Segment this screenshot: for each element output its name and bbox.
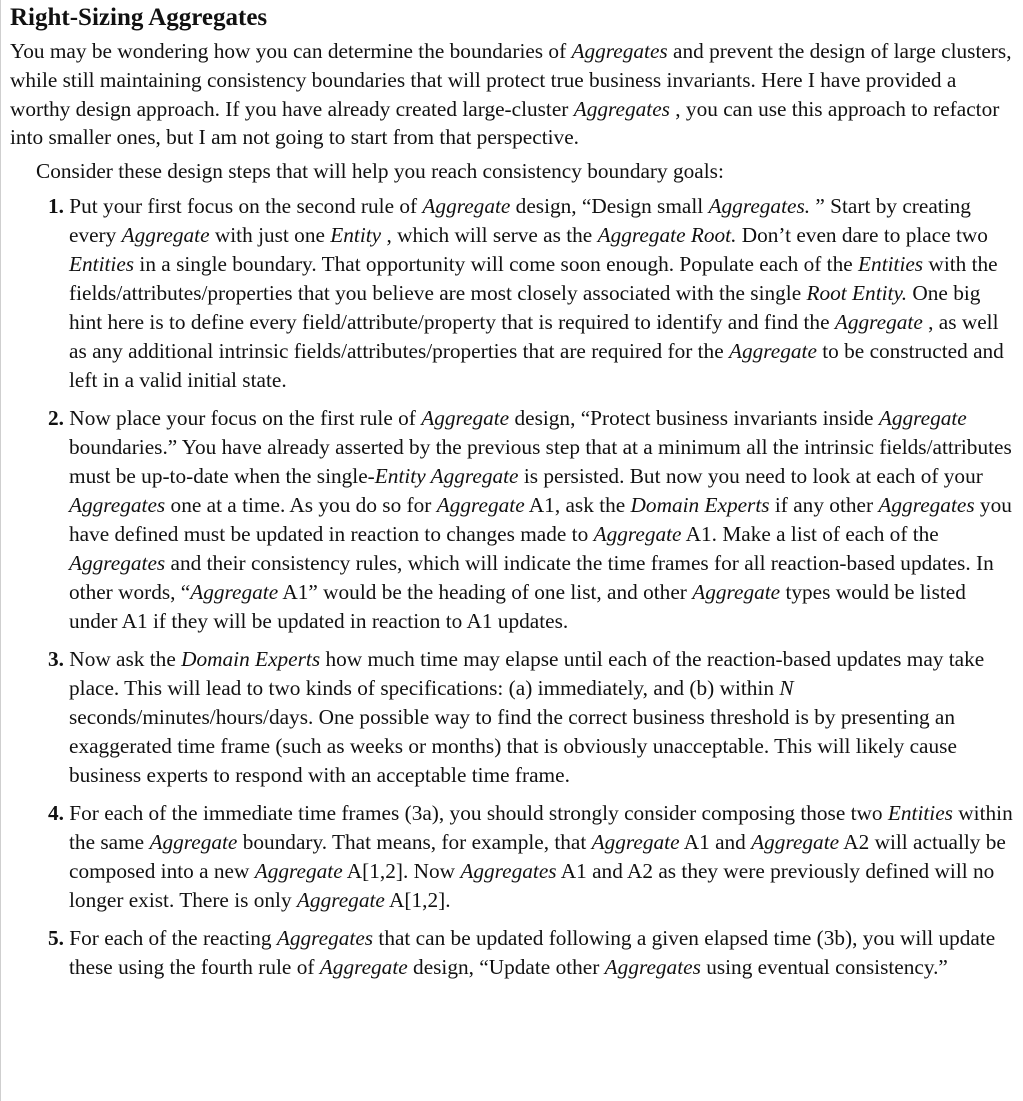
step-number: 1. <box>48 193 64 218</box>
design-step <box>10 924 1013 982</box>
italic-term: Aggregates <box>604 954 701 979</box>
text-run: , which will serve as the <box>381 222 598 247</box>
italic-term: Aggregate <box>149 829 238 854</box>
text-run: A1” would be the heading of one list, and other <box>278 579 693 604</box>
text-run: boundaries.” You have already asserted by the previous step that at a minimum all the intrinsic fields/attributes must be up-to-date when the single- <box>69 434 1012 488</box>
text-run: design, “Update other <box>407 954 605 979</box>
text-run: , as well as any additional intrinsic fields/attributes/properties that are required for the <box>69 309 999 363</box>
text-run: and their consistency rules, which will indicate the time frames for all reaction-based updates. In other words, “ <box>69 550 994 604</box>
section-title: Right-Sizing Aggregates <box>10 4 268 31</box>
text-run: A[1,2]. Now <box>342 858 461 883</box>
text-run: using eventual consistency.” <box>700 954 948 979</box>
italic-term: Entity <box>330 222 382 247</box>
text-run: A[1,2]. <box>384 887 451 912</box>
design-steps-list <box>10 192 1013 982</box>
text-run: Put your first focus on the second rule of <box>63 193 423 218</box>
text-run: if any other <box>769 492 879 517</box>
italic-term: Entities <box>887 800 953 825</box>
italic-term: Aggregates <box>571 39 668 63</box>
italic-term: Aggregate <box>319 954 408 979</box>
intro-paragraph <box>10 37 1013 152</box>
italic-term: Entities <box>69 251 135 276</box>
text-run: to be constructed and left in a valid initial state. <box>69 338 1004 392</box>
italic-term: Aggregates <box>69 492 166 517</box>
text-run: Now place your focus on the first rule of <box>63 405 422 430</box>
text-run: ” Start by creating every <box>69 193 971 247</box>
text-run: , you can use this approach to refactor into smaller ones, but I am not going to start from that perspective. <box>10 96 1000 150</box>
design-step <box>10 645 1013 790</box>
italic-term: Domain Experts <box>181 646 321 671</box>
italic-term: Aggregates. <box>708 193 811 218</box>
text-run: A1 and <box>679 829 752 854</box>
text-run: A1 and A2 as they were previously defined will no longer exist. There is only <box>69 858 995 912</box>
italic-term: Aggregate <box>190 579 279 604</box>
text-run: seconds/minutes/hours/days. One possible way to find the correct business threshold is by presenting an exaggerated time frame (such as weeks or months) that is obviously unacceptable. This will likely cause business experts to respond with an acceptable time frame. <box>69 704 957 787</box>
text-run: with just one <box>209 222 331 247</box>
design-step <box>10 799 1013 915</box>
step-number: 2. <box>48 405 64 430</box>
text-run: is persisted. But now you need to look at each of your <box>518 463 983 488</box>
text-run: within the same <box>69 800 1013 854</box>
lead-sentence: Consider these design steps that will help you reach consistency boundary goals: <box>36 159 724 184</box>
italic-term: Aggregate <box>593 521 682 546</box>
italic-term: Aggregate <box>692 579 781 604</box>
italic-term: Aggregate <box>296 887 385 912</box>
step-number: 4. <box>48 800 64 825</box>
italic-term: Aggregate <box>591 829 680 854</box>
italic-term: Aggregates <box>276 925 374 950</box>
italic-term: Aggregate <box>878 405 967 430</box>
text-run: one at a time. As you do so for <box>165 492 437 517</box>
italic-term: Aggregate <box>422 193 511 218</box>
italic-term: Aggregate <box>751 829 840 854</box>
italic-term: Aggregates <box>460 858 557 883</box>
italic-term: Domain Experts <box>630 492 770 517</box>
text-run: For each of the immediate time frames (3a), you should strongly consider composing those two <box>63 800 888 825</box>
text-run: types would be listed under A1 if they will be updated in reaction to A1 updates. <box>69 579 966 633</box>
italic-term: Aggregate <box>834 309 923 334</box>
italic-term: Aggregate <box>729 338 817 363</box>
italic-term: Entity Aggregate <box>374 463 519 488</box>
design-step <box>10 404 1013 636</box>
italic-term: Entities <box>858 251 924 276</box>
text-run: in a single boundary. That opportunity will come soon enough. Populate each of the <box>134 251 859 276</box>
italic-term: N <box>779 675 794 700</box>
text-run: how much time may elapse until each of the reaction-based updates may take place. This will lead to two kinds of specifications: (a) immediately, and (b) within <box>69 646 985 700</box>
text-run: design, “Protect business invariants inside <box>509 405 879 430</box>
text-run: that can be updated following a given elapsed time (3b), you will update these using the fourth rule of <box>69 925 996 979</box>
italic-term: Aggregate <box>436 492 525 517</box>
text-run: Now ask the <box>63 646 182 671</box>
text-run: You may be wondering how you can determine the boundaries of <box>10 39 572 63</box>
text-run: One big hint here is to define every field/attribute/property that is required to identify and find the <box>69 280 981 334</box>
text-run: and prevent the design of large clusters, while still maintaining consistency boundaries that will protect true business invariants. Here I have provided a worthy design approach. If you have already created large-cluster <box>10 39 1012 121</box>
step-number: 5. <box>48 925 64 950</box>
italic-term: Aggregates <box>878 492 975 517</box>
text-run: boundary. That means, for example, that <box>237 829 592 854</box>
italic-term: Aggregates <box>69 550 166 575</box>
design-step <box>10 192 1013 395</box>
text-run: Don’t even dare to place two <box>736 222 988 247</box>
italic-term: Aggregates <box>573 96 670 121</box>
text-run: with the fields/attributes/properties that you believe are most closely associated with the single <box>69 251 998 305</box>
text-run: For each of the reacting <box>63 925 277 950</box>
italic-term: Aggregate <box>421 405 510 430</box>
italic-term: Aggregate <box>254 858 343 883</box>
text-run: A1. Make a list of each of the <box>681 521 939 546</box>
text-run: design, “Design small <box>510 193 709 218</box>
italic-term: Aggregate Root. <box>597 222 737 247</box>
italic-term: Aggregate <box>121 222 210 247</box>
italic-term: Root Entity. <box>806 280 908 305</box>
text-run: you have defined must be updated in reaction to changes made to <box>69 492 1012 546</box>
text-run: A1, ask the <box>524 492 631 517</box>
step-number: 3. <box>48 646 64 671</box>
text-run: A2 will actually be composed into a new <box>69 829 1006 883</box>
